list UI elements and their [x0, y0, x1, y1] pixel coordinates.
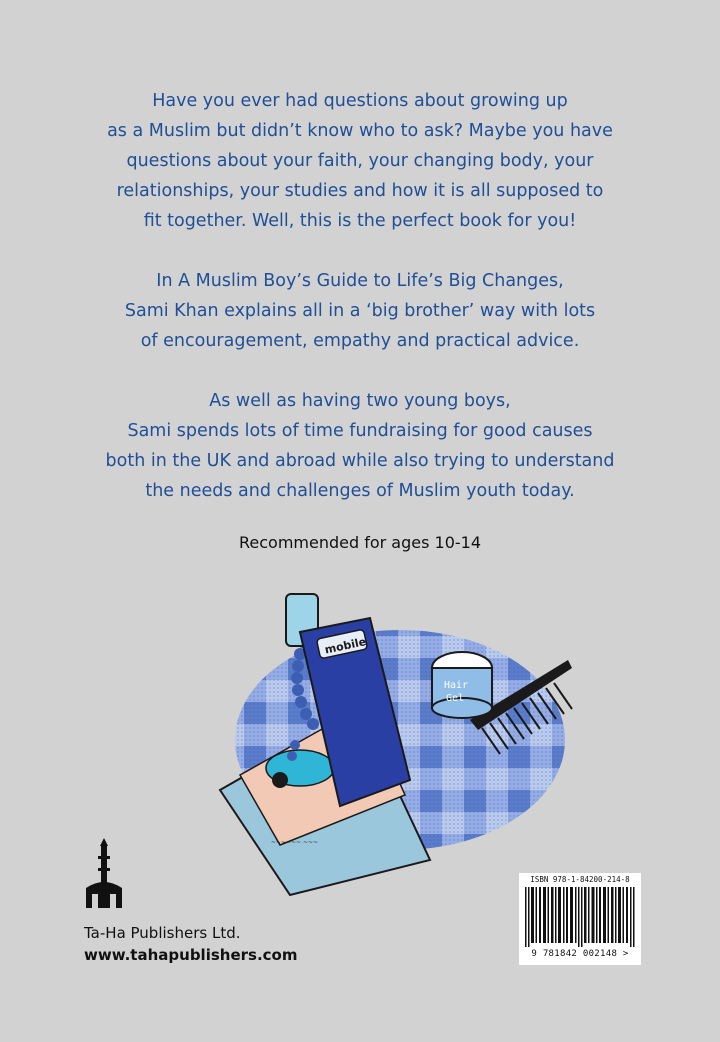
blurb-line: both in the UK and abroad while also trying to understand [105, 451, 615, 471]
age-recommendation: Recommended for ages 10-14 [238, 533, 482, 552]
barcode [519, 873, 641, 965]
blurb-line: In A Muslim Boy’s Guide to Life’s Big Changes, [156, 271, 564, 291]
publisher-name: Ta-Ha Publishers Ltd. [84, 924, 241, 942]
blurb-line: As well as having two young boys, [209, 391, 511, 411]
blurb-line: relationships, your studies and how it is all supposed to [116, 181, 604, 201]
publisher-logo-icon [82, 838, 126, 910]
phone-label: mobile [323, 635, 368, 657]
blurb-paragraph-1 [40, 86, 680, 236]
blurb [40, 86, 680, 536]
isbn-text: ISBN 978-1-84200-214-8 [530, 875, 630, 884]
blurb-line: of encouragement, empathy and practical advice. [140, 331, 580, 351]
svg-text:~~~ ~~~~~~: ~~~ ~~~~~~ [270, 838, 318, 845]
isbn-number: 9 781842 002148 > [531, 949, 629, 959]
jar-label-1: Hair [444, 680, 469, 691]
blurb-line: questions about your faith, your changing body, your [126, 151, 594, 171]
hair-gel-jar-icon [432, 652, 492, 718]
blurb-line: Sami spends lots of time fundraising for good causes [127, 421, 593, 441]
blurb-line: Sami Khan explains all in a ‘big brother’ way with lots [124, 301, 596, 321]
blurb-line: Have you ever had questions about growing up [152, 91, 568, 111]
jar-label-2: Gel [446, 693, 465, 704]
blurb-paragraph-2 [40, 266, 680, 356]
blurb-line: as a Muslim but didn’t know who to ask? Maybe you have [107, 121, 613, 141]
blurb-line: the needs and challenges of Muslim youth today. [145, 481, 575, 501]
blurb-paragraph-3 [40, 386, 680, 506]
barcode-bars [525, 887, 635, 947]
publisher-url: www.tahapublishers.com [84, 946, 298, 964]
blurb-line: fit together. Well, this is the perfect book for you! [143, 211, 577, 231]
illustration [200, 570, 600, 900]
publisher-info [84, 922, 297, 966]
